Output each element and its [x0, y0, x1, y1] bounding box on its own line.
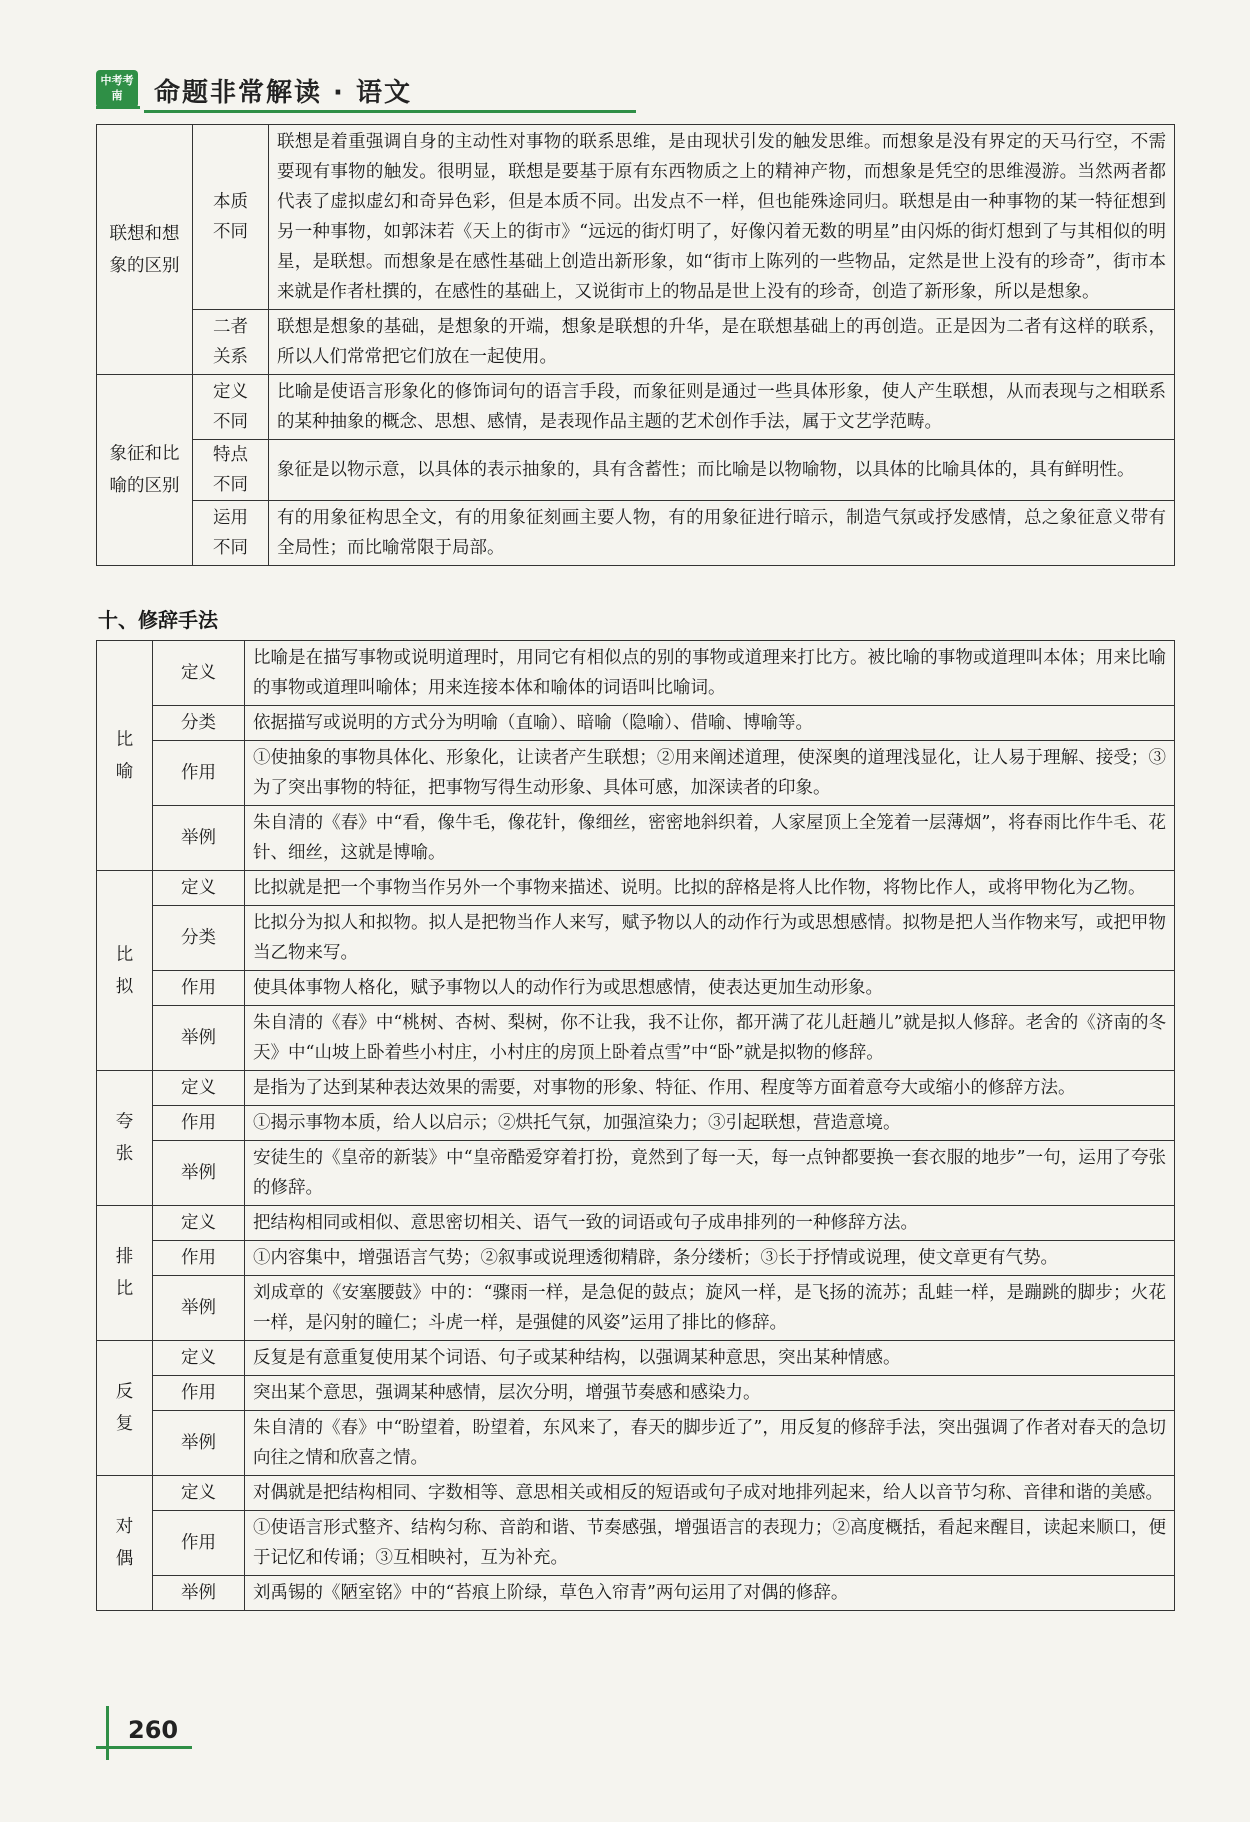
row-label: 定义不同: [193, 375, 269, 440]
table-row: [97, 1106, 1175, 1141]
table-row: [97, 1376, 1175, 1411]
row-label: 举例: [153, 1141, 245, 1206]
page-header: [96, 66, 636, 112]
group-label: 反复: [97, 1341, 153, 1476]
row-label: 定义: [153, 1341, 245, 1376]
table-row: [97, 871, 1175, 906]
page-number: 260: [128, 1716, 179, 1744]
table-row: [97, 1276, 1175, 1341]
table-row: [97, 1141, 1175, 1206]
table-row: [97, 1206, 1175, 1241]
book-title: 命题非常解读 · 语文: [154, 78, 412, 108]
rhetoric-table: [96, 640, 1175, 1611]
row-text: 使具体事物人格化，赋予事物以人的动作行为或思想感情，使表达更加生动形象。: [245, 971, 1175, 1006]
row-label: 定义: [153, 641, 245, 706]
table-row: [97, 1241, 1175, 1276]
row-label: 举例: [153, 806, 245, 871]
group-label: 对偶: [97, 1476, 153, 1611]
section-title: 十、修辞手法: [98, 608, 218, 632]
row-label: 作用: [153, 1106, 245, 1141]
group-label: 象征和比喻的区别: [97, 375, 193, 566]
row-label: 作用: [153, 971, 245, 1006]
group-label: 排比: [97, 1206, 153, 1341]
row-label: 定义: [153, 1071, 245, 1106]
row-label: 举例: [153, 1576, 245, 1611]
table-row: [97, 310, 1175, 375]
table-row: [97, 1341, 1175, 1376]
table-row: [97, 1576, 1175, 1611]
row-text: 联想是想象的基础，是想象的开端，想象是联想的升华，是在联想基础上的再创造。正是因为二者有这样的联系，所以人们常常把它们放在一起使用。: [269, 310, 1175, 375]
header-rule: [144, 110, 636, 113]
group-label: 联想和想象的区别: [97, 125, 193, 375]
rhetoric-table-body: [97, 641, 1175, 1611]
row-label: 运用不同: [193, 501, 269, 566]
row-text: 把结构相同或相似、意思密切相关、语气一致的词语或句子成串排列的一种修辞方法。: [245, 1206, 1175, 1241]
header-rule-left: [96, 106, 140, 109]
row-label: 分类: [153, 706, 245, 741]
row-text: 安徒生的《皇帝的新装》中“皇帝酷爱穿着打扮，竟然到了每一天，每一点钟都要换一套衣服的地步”一句，运用了夸张的修辞。: [245, 1141, 1175, 1206]
row-label: 分类: [153, 906, 245, 971]
row-label: 举例: [153, 1411, 245, 1476]
row-text: 反复是有意重复使用某个词语、句子或某种结构，以强调某种意思，突出某种情感。: [245, 1341, 1175, 1376]
row-label: 作用: [153, 1511, 245, 1576]
row-label: 作用: [153, 1376, 245, 1411]
row-text: ①内容集中，增强语言气势；②叙事或说理透彻精辟，条分缕析；③长于抒情或说理，使文章更有气势。: [245, 1241, 1175, 1276]
row-text: 联想是着重强调自身的主动性对事物的联系思维，是由现状引发的触发思维。而想象是没有界定的天马行空，不需要现有事物的触发。很明显，联想是要基于原有东西物质之上的精神产物，而想象是凭空的思维漫游。当然两者都代表了虚拟虚幻和奇异色彩，但是本质不同。出发点不一样，但也能殊途同归。联想是由一种事物的某一特征想到另一种事物，如郭沫若《天上的街市》“远远的街灯明了，好像闪着无数的明星”由闪烁的街灯想到了与其相似的明星，是联想。而想象是在感性基础上创造出新形象，如“街市上陈列的一些物品，定然是世上没有的珍奇”，街市本来就是作者杜撰的，在感性的基础上，又说街市上的物品是世上没有的珍奇，创造了新形象，所以是想象。: [269, 125, 1175, 310]
row-label: 举例: [153, 1006, 245, 1071]
group-label: 夸张: [97, 1071, 153, 1206]
table-row: [97, 1071, 1175, 1106]
row-text: 是指为了达到某种表达效果的需要，对事物的形象、特征、作用、程度等方面着意夸大或缩小的修辞方法。: [245, 1071, 1175, 1106]
row-text: 刘成章的《安塞腰鼓》中的：“骤雨一样，是急促的鼓点；旋风一样，是飞扬的流苏；乱蛙一样，是蹦跳的脚步；火花一样，是闪射的瞳仁；斗虎一样，是强健的风姿”运用了排比的修辞。: [245, 1276, 1175, 1341]
table-row: [97, 125, 1175, 310]
row-text: 朱自清的《春》中“看，像牛毛，像花针，像细丝，密密地斜织着，人家屋顶上全笼着一层薄烟”，将春雨比作牛毛、花针、细丝，这就是博喻。: [245, 806, 1175, 871]
table-row: [97, 806, 1175, 871]
row-text: ①揭示事物本质，给人以启示；②烘托气氛，加强渲染力；③引起联想，营造意境。: [245, 1106, 1175, 1141]
row-text: ①使语言形式整齐、结构匀称、音韵和谐、节奏感强，增强语言的表现力；②高度概括，看起来醒目，读起来顺口，便于记忆和传诵；③互相映衬，互为补充。: [245, 1511, 1175, 1576]
row-text: 比喻是在描写事物或说明道理时，用同它有相似点的别的事物或道理来打比方。被比喻的事物或道理叫本体；用来比喻的事物或道理叫喻体；用来连接本体和喻体的词语叫比喻词。: [245, 641, 1175, 706]
row-text: 比拟分为拟人和拟物。拟人是把物当作人来写，赋予物以人的动作行为或思想感情。拟物是把人当作物来写，或把甲物当乙物来写。: [245, 906, 1175, 971]
row-label: 作用: [153, 741, 245, 806]
table-row: [97, 1511, 1175, 1576]
comparison-table-body: [97, 125, 1175, 566]
row-text: 刘禹锡的《陋室铭》中的“苔痕上阶绿，草色入帘青”两句运用了对偶的修辞。: [245, 1576, 1175, 1611]
page-number-rule: [96, 1746, 192, 1749]
table-row: [97, 1411, 1175, 1476]
row-label: 定义: [153, 1476, 245, 1511]
table-row: [97, 440, 1175, 501]
row-text: 象征是以物示意，以具体的表示抽象的，具有含蓄性；而比喻是以物喻物，以具体的比喻具体的，具有鲜明性。: [269, 440, 1175, 501]
row-text: 突出某个意思，强调某种感情，层次分明，增强节奏感和感染力。: [245, 1376, 1175, 1411]
table-row: [97, 375, 1175, 440]
page-number-rule-vertical: [106, 1706, 109, 1760]
table-row: [97, 1476, 1175, 1511]
table-row: [97, 706, 1175, 741]
comparison-table: [96, 124, 1175, 566]
row-label: 定义: [153, 871, 245, 906]
table-row: [97, 741, 1175, 806]
row-text: 对偶就是把结构相同、字数相等、意思相关或相反的短语或句子成对地排列起来，给人以音节匀称、音律和谐的美感。: [245, 1476, 1175, 1511]
row-label: 定义: [153, 1206, 245, 1241]
row-label: 举例: [153, 1276, 245, 1341]
table-row: [97, 501, 1175, 566]
row-text: 比喻是使语言形象化的修饰词句的语言手段，而象征则是通过一些具体形象，使人产生联想，从而表现与之相联系的某种抽象的概念、思想、感情，是表现作品主题的艺术创作手法，属于文艺学范畴。: [269, 375, 1175, 440]
row-text: 朱自清的《春》中“桃树、杏树、梨树，你不让我，我不让你，都开满了花儿赶趟儿”就是拟人修辞。老舍的《济南的冬天》中“山坡上卧着些小村庄，小村庄的房顶上卧着点雪”中“卧”就是拟物的修辞。: [245, 1006, 1175, 1071]
series-logo: 中考考南: [96, 70, 138, 108]
row-text: 比拟就是把一个事物当作另外一个事物来描述、说明。比拟的辞格是将人比作物，将物比作人，或将甲物化为乙物。: [245, 871, 1175, 906]
row-label: 作用: [153, 1241, 245, 1276]
table-row: [97, 906, 1175, 971]
row-label: 特点不同: [193, 440, 269, 501]
row-label: 本质不同: [193, 125, 269, 310]
table-row: [97, 1006, 1175, 1071]
row-text: 朱自清的《春》中“盼望着，盼望着，东风来了，春天的脚步近了”，用反复的修辞手法，突出强调了作者对春天的急切向往之情和欣喜之情。: [245, 1411, 1175, 1476]
group-label: 比喻: [97, 641, 153, 871]
table-row: [97, 641, 1175, 706]
row-text: 有的用象征构思全文，有的用象征刻画主要人物，有的用象征进行暗示，制造气氛或抒发感情，总之象征意义带有全局性；而比喻常限于局部。: [269, 501, 1175, 566]
table-row: [97, 971, 1175, 1006]
group-label: 比拟: [97, 871, 153, 1071]
row-text: ①使抽象的事物具体化、形象化，让读者产生联想；②用来阐述道理，使深奥的道理浅显化，让人易于理解、接受；③为了突出事物的特征，把事物写得生动形象、具体可感，加深读者的印象。: [245, 741, 1175, 806]
row-label: 二者关系: [193, 310, 269, 375]
row-text: 依据描写或说明的方式分为明喻（直喻）、暗喻（隐喻）、借喻、博喻等。: [245, 706, 1175, 741]
